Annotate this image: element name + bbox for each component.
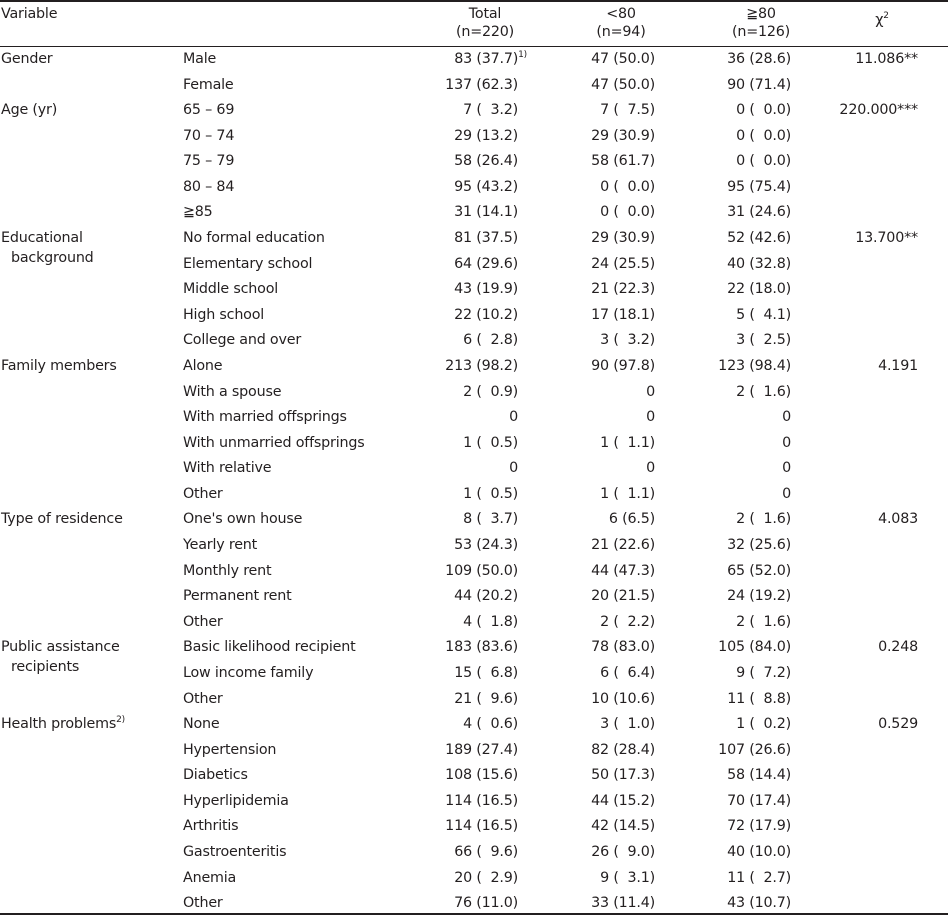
lt80-value: 29 (30.9) xyxy=(591,127,655,144)
row-label: Diabetics xyxy=(183,767,248,784)
lt80-value: 21 (22.3) xyxy=(591,281,655,298)
total-value xyxy=(380,690,518,708)
lt80-value: 1 ( 1.1) xyxy=(600,485,655,502)
ge80-value: 22 (18.0) xyxy=(727,281,791,298)
total-value-text: 4 ( 1.8) xyxy=(463,613,518,630)
ge80-value: 123 (98.4) xyxy=(718,357,791,374)
total-value xyxy=(380,331,518,349)
lt80-value: 21 (22.6) xyxy=(591,537,655,554)
ge80-value: 0 xyxy=(782,460,791,477)
row-label: Other xyxy=(183,613,223,630)
total-value xyxy=(380,843,518,861)
total-value-text: 4 ( 0.6) xyxy=(463,716,518,733)
row-label: Hypertension xyxy=(183,741,277,758)
row-label: Other xyxy=(183,485,223,502)
total-value xyxy=(380,715,518,733)
lt80-value: 29 (30.9) xyxy=(591,230,655,247)
lt80-value: 0 xyxy=(646,409,655,426)
header-total-n: (n=220) xyxy=(455,24,515,40)
total-value-text: 44 (20.2) xyxy=(454,588,518,605)
ge80-value: 2 ( 1.6) xyxy=(736,511,791,528)
lt80-value: 24 (25.5) xyxy=(591,255,655,272)
ge80-value: 95 (75.4) xyxy=(727,178,791,195)
table-header-rule xyxy=(0,46,948,47)
header-ge80-n: (n=126) xyxy=(731,24,791,40)
ge80-value: 24 (19.2) xyxy=(727,588,791,605)
total-value-text: 2 ( 0.9) xyxy=(463,383,518,400)
total-value-text: 1 ( 0.5) xyxy=(463,434,518,451)
ge80-value: 3 ( 2.5) xyxy=(736,332,791,349)
total-value xyxy=(380,255,518,273)
group-label-line2: recipients xyxy=(11,659,80,676)
total-value-text: 81 (37.5) xyxy=(454,230,518,247)
ge80-value: 40 (10.0) xyxy=(727,843,791,860)
group-label-text: Age (yr) xyxy=(1,102,58,119)
chi-square-value: 0.529 xyxy=(878,716,918,733)
total-value-text: 0 xyxy=(509,409,518,426)
chi-square-value: 0.248 xyxy=(878,639,918,656)
row-label: Elementary school xyxy=(183,255,313,272)
ge80-value: 11 ( 8.8) xyxy=(727,690,791,707)
total-value-text: 76 (11.0) xyxy=(454,895,518,912)
ge80-value: 58 (14.4) xyxy=(727,767,791,784)
group-label-text: Educational xyxy=(1,230,83,247)
total-value-text: 109 (50.0) xyxy=(445,562,518,579)
lt80-value: 90 (97.8) xyxy=(591,357,655,374)
group-label-text: Health problems xyxy=(1,716,117,733)
total-value-text: 15 ( 6.8) xyxy=(454,664,518,681)
total-value-text: 95 (43.2) xyxy=(454,178,518,195)
ge80-value: 0 ( 0.0) xyxy=(736,127,791,144)
group-label-text: Family members xyxy=(1,357,117,374)
ge80-value: 0 xyxy=(782,409,791,426)
lt80-value: 17 (18.1) xyxy=(591,306,655,323)
row-label: 80 – 84 xyxy=(183,178,235,195)
total-value xyxy=(380,587,518,605)
total-value xyxy=(380,76,518,94)
total-value-text: 7 ( 3.2) xyxy=(463,102,518,119)
ge80-value: 0 ( 0.0) xyxy=(736,153,791,170)
row-label: With relative xyxy=(183,460,272,477)
row-label: Other xyxy=(183,895,223,912)
lt80-value: 78 (83.0) xyxy=(591,639,655,656)
chi-square-value: 220.000*** xyxy=(839,102,918,119)
total-value xyxy=(380,741,518,759)
group-label xyxy=(1,50,53,68)
total-value xyxy=(380,152,518,170)
lt80-value: 20 (21.5) xyxy=(591,588,655,605)
lt80-value: 10 (10.6) xyxy=(591,690,655,707)
row-label: Basic likelihood recipient xyxy=(183,639,356,656)
total-value xyxy=(380,280,518,298)
total-value xyxy=(380,101,518,119)
row-label: Middle school xyxy=(183,281,279,298)
group-label xyxy=(1,101,57,119)
ge80-value: 36 (28.6) xyxy=(727,51,791,67)
ge80-value: 0 ( 0.0) xyxy=(736,102,791,119)
total-value-text: 20 ( 2.9) xyxy=(454,869,518,886)
total-value-text: 29 (13.2) xyxy=(454,127,518,144)
lt80-value: 2 ( 2.2) xyxy=(600,613,655,630)
chi-square-value: 4.083 xyxy=(878,511,918,528)
lt80-value: 6 ( 6.4) xyxy=(600,664,655,681)
lt80-value: 47 (50.0) xyxy=(591,76,655,93)
ge80-value: 40 (32.8) xyxy=(727,255,791,272)
row-label: ≧85 xyxy=(183,204,213,221)
row-label: 75 – 79 xyxy=(183,153,235,170)
total-value-text: 83 (37.7) xyxy=(454,51,519,67)
header-chi-square: $\chi^2$ xyxy=(875,11,889,28)
total-value-text: 58 (26.4) xyxy=(454,153,518,170)
total-value xyxy=(380,178,518,196)
row-label: With unmarried offsprings xyxy=(183,434,365,451)
row-label: With a spouse xyxy=(183,383,282,400)
row-label: One's own house xyxy=(183,511,303,528)
header-ge80: ≧80 xyxy=(746,6,776,22)
ge80-value: 11 ( 2.7) xyxy=(727,869,791,886)
total-value xyxy=(380,203,518,221)
row-label: Yearly rent xyxy=(183,537,258,554)
total-value-text: 137 (62.3) xyxy=(445,76,518,93)
total-value xyxy=(380,536,518,554)
group-label xyxy=(1,715,125,733)
lt80-value: 9 ( 3.1) xyxy=(600,869,655,886)
ge80-value: 72 (17.9) xyxy=(727,818,791,835)
group-label-text: Type of residence xyxy=(1,511,123,528)
lt80-value: 6 (6.5) xyxy=(608,511,655,528)
ge80-value: 9 ( 7.2) xyxy=(736,664,791,681)
ge80-value: 43 (10.7) xyxy=(727,895,791,912)
total-value xyxy=(380,459,518,477)
total-value-text: 8 ( 3.7) xyxy=(463,511,518,528)
row-label: 70 – 74 xyxy=(183,127,235,144)
total-value xyxy=(380,383,518,401)
total-value xyxy=(380,229,518,247)
row-label: College and over xyxy=(183,332,302,349)
lt80-value: 44 (15.2) xyxy=(591,792,655,809)
group-label-text: Public assistance xyxy=(1,639,120,656)
lt80-value: 3 ( 1.0) xyxy=(600,716,655,733)
row-label: Arthritis xyxy=(183,818,239,835)
total-value-text: 183 (83.6) xyxy=(445,639,518,656)
total-value-text: 0 xyxy=(509,460,518,477)
total-value xyxy=(380,357,518,375)
group-label-line2: background xyxy=(11,250,94,267)
total-value-text: 114 (16.5) xyxy=(445,818,518,835)
footnote-marker: 1) xyxy=(518,50,527,60)
ge80-value: 1 ( 0.2) xyxy=(736,716,791,733)
total-value-text: 21 ( 9.6) xyxy=(454,690,518,707)
lt80-value: 47 (50.0) xyxy=(591,51,655,67)
ge80-value: 0 xyxy=(782,434,791,451)
ge80-value: 70 (17.4) xyxy=(727,792,791,809)
lt80-value: 26 ( 9.0) xyxy=(591,843,655,860)
total-value-text: 189 (27.4) xyxy=(445,741,518,758)
row-label: 65 – 69 xyxy=(183,102,235,119)
total-value-text: 43 (19.9) xyxy=(454,281,518,298)
footnote-marker: 2) xyxy=(116,715,125,726)
row-label: Monthly rent xyxy=(183,562,272,579)
lt80-value: 0 xyxy=(646,383,655,400)
ge80-value: 52 (42.6) xyxy=(727,230,791,247)
lt80-value: 58 (61.7) xyxy=(591,153,655,170)
total-value-text: 53 (24.3) xyxy=(454,537,518,554)
total-value xyxy=(380,306,518,324)
total-value xyxy=(380,613,518,631)
row-label: With married offsprings xyxy=(183,409,347,426)
group-label xyxy=(1,638,120,656)
total-value-text: 108 (15.6) xyxy=(445,767,518,784)
ge80-value: 105 (84.0) xyxy=(718,639,791,656)
row-label: High school xyxy=(183,306,265,323)
header-lt80-n: (n=94) xyxy=(596,24,646,40)
total-value xyxy=(380,50,527,68)
total-value-text: 66 ( 9.6) xyxy=(454,843,518,860)
total-value xyxy=(380,869,518,887)
ge80-value: 31 (24.6) xyxy=(727,204,791,221)
ge80-value: 90 (71.4) xyxy=(727,76,791,93)
row-label: Low income family xyxy=(183,664,314,681)
total-value xyxy=(380,664,518,682)
row-label: Hyperlipidemia xyxy=(183,792,289,809)
table-top-rule xyxy=(0,0,948,2)
row-label: Female xyxy=(183,76,234,93)
lt80-value: 44 (47.3) xyxy=(591,562,655,579)
total-value xyxy=(380,510,518,528)
row-label: Anemia xyxy=(183,869,237,886)
row-label: No formal education xyxy=(183,230,325,247)
lt80-value: 0 xyxy=(646,460,655,477)
lt80-value: 82 (28.4) xyxy=(591,741,655,758)
row-label: Permanent rent xyxy=(183,588,292,605)
total-value-text: 1 ( 0.5) xyxy=(463,485,518,502)
row-label: Other xyxy=(183,690,223,707)
lt80-value: 33 (11.4) xyxy=(591,895,655,912)
total-value xyxy=(380,792,518,810)
table-bottom-rule xyxy=(0,913,948,915)
group-label xyxy=(1,357,117,375)
chi-square-value: 13.700** xyxy=(855,230,918,247)
ge80-value: 0 xyxy=(782,485,791,502)
lt80-value: 1 ( 1.1) xyxy=(600,434,655,451)
row-label: None xyxy=(183,716,220,733)
chi-square-value: 11.086** xyxy=(855,51,918,67)
row-label: Alone xyxy=(183,357,223,374)
ge80-value: 65 (52.0) xyxy=(727,562,791,579)
total-value xyxy=(380,127,518,145)
group-label-text: Gender xyxy=(1,51,53,67)
total-value-text: 22 (10.2) xyxy=(454,306,518,323)
row-label: Gastroenteritis xyxy=(183,843,287,860)
total-value xyxy=(380,638,518,656)
header-lt80: <80 xyxy=(606,6,636,22)
total-value xyxy=(380,408,518,426)
total-value xyxy=(380,485,518,503)
group-label xyxy=(1,229,83,247)
chi-square-value: 4.191 xyxy=(878,357,918,374)
total-value xyxy=(380,562,518,580)
total-value-text: 6 ( 2.8) xyxy=(463,332,518,349)
total-value-text: 31 (14.1) xyxy=(454,204,518,221)
lt80-value: 50 (17.3) xyxy=(591,767,655,784)
ge80-value: 2 ( 1.6) xyxy=(736,613,791,630)
ge80-value: 32 (25.6) xyxy=(727,537,791,554)
ge80-value: 107 (26.6) xyxy=(718,741,791,758)
total-value xyxy=(380,817,518,835)
total-value-text: 114 (16.5) xyxy=(445,792,518,809)
lt80-value: 0 ( 0.0) xyxy=(600,178,655,195)
lt80-value: 7 ( 7.5) xyxy=(600,102,655,119)
total-value xyxy=(380,894,518,912)
header-variable: Variable xyxy=(1,6,58,22)
group-label xyxy=(1,510,123,528)
total-value xyxy=(380,434,518,452)
lt80-value: 0 ( 0.0) xyxy=(600,204,655,221)
ge80-value: 2 ( 1.6) xyxy=(736,383,791,400)
total-value-text: 213 (98.2) xyxy=(445,357,518,374)
lt80-value: 3 ( 3.2) xyxy=(600,332,655,349)
row-label: Male xyxy=(183,51,217,67)
total-value xyxy=(380,766,518,784)
ge80-value: 5 ( 4.1) xyxy=(736,306,791,323)
lt80-value: 42 (14.5) xyxy=(591,818,655,835)
total-value-text: 64 (29.6) xyxy=(454,255,518,272)
header-total: Total xyxy=(468,6,502,22)
